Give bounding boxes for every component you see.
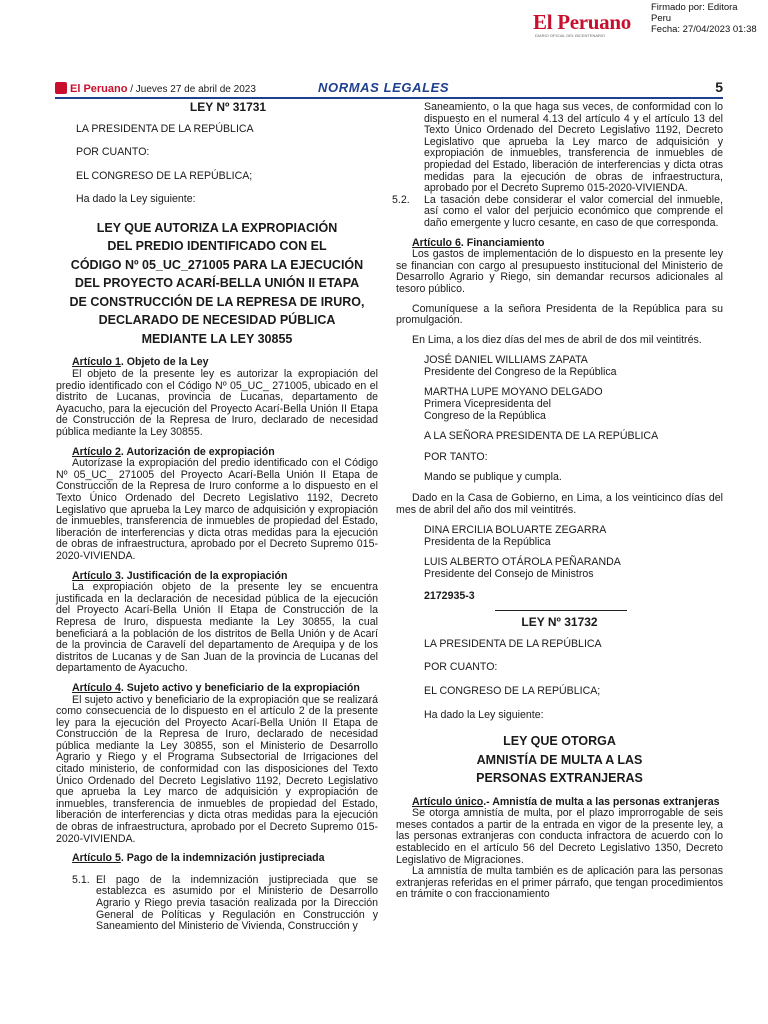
article-heading: Artículo 5. Pago de la indemnización justipreciada: [72, 852, 325, 865]
title-line: MEDIANTE LA LEY 30855: [141, 331, 293, 346]
signature-line: Firmado por: Editora: [651, 2, 738, 13]
dado-text: Dado en la Casa de Gobierno, en Lima, a los veinticinco días del mes de abril del año dos mil veintitrés.: [396, 492, 723, 516]
item-text-continued: Saneamiento, o la que haga sus veces, de conformidad con lo dispuesto en el numeral 4.13 del artículo 4 y el artículo 13 del Texto Único Ordenado del Decreto Legislativo 1192, Decreto Legislativo que aprueba la Ley marco de adquisición y expropiación de inmuebles, transferencia de inmuebles de propiedad del Estado, liberación de interferencias y dicta otras medidas para la ejecución de obras de infraestructura, aprobado por el Decreto Supremo 015-2020-VIVIENDA.: [424, 101, 723, 195]
signatory-role: Congreso de la República: [424, 409, 546, 422]
article-heading: Artículo 2. Autorización de expropiación: [72, 445, 275, 458]
signatory-role: Primera Vicepresidenta del: [424, 398, 551, 411]
logo-tagline: DIARIO OFICIAL DEL BICENTENARIO: [535, 33, 606, 38]
article-text: Autorízase la expropiación del predio identificado con el Código Nº 05_UC_ 271005 del Proyecto Acarí-Bella Unión II Etapa de Construcción de la Represa de Iruro conforme a lo dispuesto en el Texto Único Ordenado del Decreto Legislativo 1192, Decreto Legislativo que aprueba la Ley marco de adquisición y expropiación de inmuebles, transferencia de inmuebles de propiedad del Estado, liberación de interferencias y dicta otras medidas para la ejecución de obras de infraestructura, aprobado por el Decreto Supremo 015-2020-VIVIENDA.: [56, 457, 378, 562]
article-text: El objeto de la presente ley es autorizar la expropiación del predio identificado con el Código Nº 05_UC_ 271005, ubicado en el distrito de Lucanas, provincia de Lucanas, departamento de Ayacucho, para la ejecución del Proyecto Acarí-Bella Unión II Etapa de Construcción de la Represa de Iruro, declarado de necesidad pública mediante la Ley 30855.: [56, 368, 378, 439]
title-line: DECLARADO DE NECESIDAD PÚBLICA: [98, 313, 336, 328]
title-line: LEY QUE AUTORIZA LA EXPROPIACIÓN: [96, 220, 338, 235]
signature-line: Fecha: 27/04/2023 01:38: [651, 24, 757, 35]
digital-signature: [651, 2, 757, 35]
closing-text: En Lima, a los diez días del mes de abril de dos mil veintitrés.: [412, 333, 702, 346]
header-left: [55, 82, 256, 95]
page-number: 5: [715, 79, 723, 95]
mando-text: Mando se publique y cumpla.: [424, 471, 562, 484]
article-heading: Artículo 3. Justificación de la expropiación: [72, 569, 288, 582]
item-number: 5.1.: [72, 873, 90, 886]
header-date: / Jueves 27 de abril de 2023: [130, 84, 256, 95]
section-title: NORMAS LEGALES: [318, 80, 450, 95]
right-column: [392, 101, 723, 901]
page-header: [55, 78, 723, 100]
preamble-line: POR CUANTO:: [76, 146, 150, 159]
article-text: La amnistía de multa también es de aplicación para las personas extranjeras referidas en el primer párrafo, que tengan procedimientos en trámite o con fraccionamiento: [396, 865, 723, 901]
article-text: El sujeto activo y beneficiario de la expropiación que se realizará como consecuencia de lo dispuesto en el artículo 2 de la presente ley para la ejecución del Proyecto Acarí-Bella Unión II Etapa de Construcción de la Represa de Iruro, declarado de necesidad pública mediante la Ley 30855, son el Ministerio de Desarrollo Agrario y Riego y el Programa Subsectorial de Irrigaciones del citado ministerio, de conformidad con las disposiciones del Texto Único Ordenado del Decreto Legislativo 1192, Decreto Legislativo que aprueba la Ley marco de adquisición y expropiación de inmuebles, transferencia de inmuebles de propiedad del Estado, liberación de interferencias y dicta otras medidas para la ejecución de obras de infraestructura, aprobado por el Decreto Supremo 015-2020-VIVIENDA.: [56, 693, 378, 845]
signatory-role: Presidente del Consejo de Ministros: [424, 568, 594, 580]
law-number: LEY Nº 31731: [189, 100, 267, 114]
preamble-line: POR CUANTO:: [424, 661, 498, 674]
item-text: La tasación debe considerar el valor comercial del inmueble, así como el valor del perjuicio económico que comprende el daño emergente y lucro cesante, en caso de que corresponda.: [424, 193, 723, 229]
law-number: LEY Nº 31732: [521, 615, 598, 630]
preamble-line: Ha dado la Ley siguiente:: [76, 193, 196, 206]
title-line: CÓDIGO Nº 05_UC_271005 PARA LA EJECUCIÓN: [70, 257, 364, 272]
title-line: LEY QUE OTORGA: [503, 734, 616, 749]
title-line: AMNISTÍA DE MULTA A LAS: [476, 752, 643, 767]
signatory-name: MARTHA LUPE MOYANO DELGADO: [424, 386, 603, 399]
item-text: El pago de la indemnización justipreciada que se establezca es asumido por el Ministerio de Desarrollo Agrario y Riego previa tasación realizada por la Dirección General de Políticas y Regulación en Construcción y Saneamiento del Ministerio de Vivienda, Construcción y: [96, 873, 378, 933]
closing-text: Comuníquese a la señora Presidenta de la República para su promulgación.: [396, 302, 723, 327]
article-heading: Artículo 4. Sujeto activo y beneficiario de la expropiación: [72, 681, 360, 694]
signature-line: Peru: [651, 13, 672, 24]
numbered-item: [72, 875, 378, 933]
article-text: La expropiación objeto de la presente ley se encuentra justificada en la declaración de necesidad pública de la ejecución del Proyecto Acarí-Bella Unión II Etapa de Construcción de la Represa de Iruro, dispuesta mediante la Ley 30855, la cual beneficiará a la población de los distritos de Bella Unión y de Acarí de la provincia de Caravelí del departamento de Arequipa y de los distritos de Lucanas y de San Juan de la provincia de Lucanas del departamento de Ayacucho.: [56, 581, 378, 675]
top-bar: [0, 0, 768, 44]
header-brand: El Peruano: [70, 83, 128, 95]
addressee: A LA SEÑORA PRESIDENTA DE LA REPÚBLICA: [424, 430, 659, 443]
article-text: Se otorga amnistía de multa, por el plazo improrrogable de seis meses contados a partir de la entrada en vigor de la presente ley, a las personas extranjeras con conducta infractora de acuerdo con lo establecido en el artículo 56 del Decreto Legislativo 1350, Decreto Legislativo de Migraciones.: [396, 807, 723, 866]
title-line: DE CONSTRUCCIÓN DE LA REPRESA DE IRURO,: [69, 294, 365, 309]
newspaper-logo: El Peruano: [533, 10, 631, 34]
preamble-line: EL CONGRESO DE LA REPÚBLICA;: [76, 169, 253, 182]
article-heading: Artículo único.- Amnistía de multa a las personas extranjeras: [412, 795, 720, 808]
header-rule: [55, 97, 723, 99]
article-heading: Artículo 1. Objeto de la Ley: [72, 356, 209, 369]
law-title: [56, 219, 378, 349]
preamble-line: LA PRESIDENTA DE LA REPÚBLICA: [76, 122, 254, 135]
article-text: Los gastos de implementación de lo dispuesto en la presente ley se financian con cargo al presupuesto institucional del Ministerio de Desarrollo Agrario y Riego, sin demandar recursos adicionales al tesoro público.: [396, 248, 723, 295]
separator-rule: [495, 610, 627, 611]
preamble-line: LA PRESIDENTA DE LA REPÚBLICA: [424, 637, 602, 650]
numbered-item: [392, 195, 723, 230]
coat-of-arms-icon: [55, 82, 67, 94]
title-line: DEL PROYECTO ACARÍ-BELLA UNIÓN II ETAPA: [74, 276, 360, 291]
signatory-role: Presidente del Congreso de la República: [424, 365, 617, 378]
article-heading: Artículo 6. Financiamiento: [412, 236, 545, 249]
signatory-role: Presidenta de la República: [424, 535, 551, 548]
signatory-name: LUIS ALBERTO OTÁROLA PEÑARANDA: [424, 556, 621, 569]
preamble-line: Ha dado la Ley siguiente:: [424, 708, 544, 721]
law-title: [396, 732, 723, 788]
title-line: DEL PREDIO IDENTIFICADO CON EL: [107, 239, 327, 254]
preamble-line: EL CONGRESO DE LA REPÚBLICA;: [424, 684, 601, 697]
publication-code: 2172935-3: [424, 589, 475, 602]
signatory-name: DINA ERCILIA BOLUARTE ZEGARRA: [424, 524, 607, 537]
left-column: [56, 102, 378, 933]
signatory-name: JOSÉ DANIEL WILLIAMS ZAPATA: [424, 354, 588, 367]
title-line: PERSONAS EXTRANJERAS: [476, 771, 643, 786]
item-number: 5.2.: [392, 193, 410, 206]
por-tanto: POR TANTO:: [424, 450, 488, 463]
